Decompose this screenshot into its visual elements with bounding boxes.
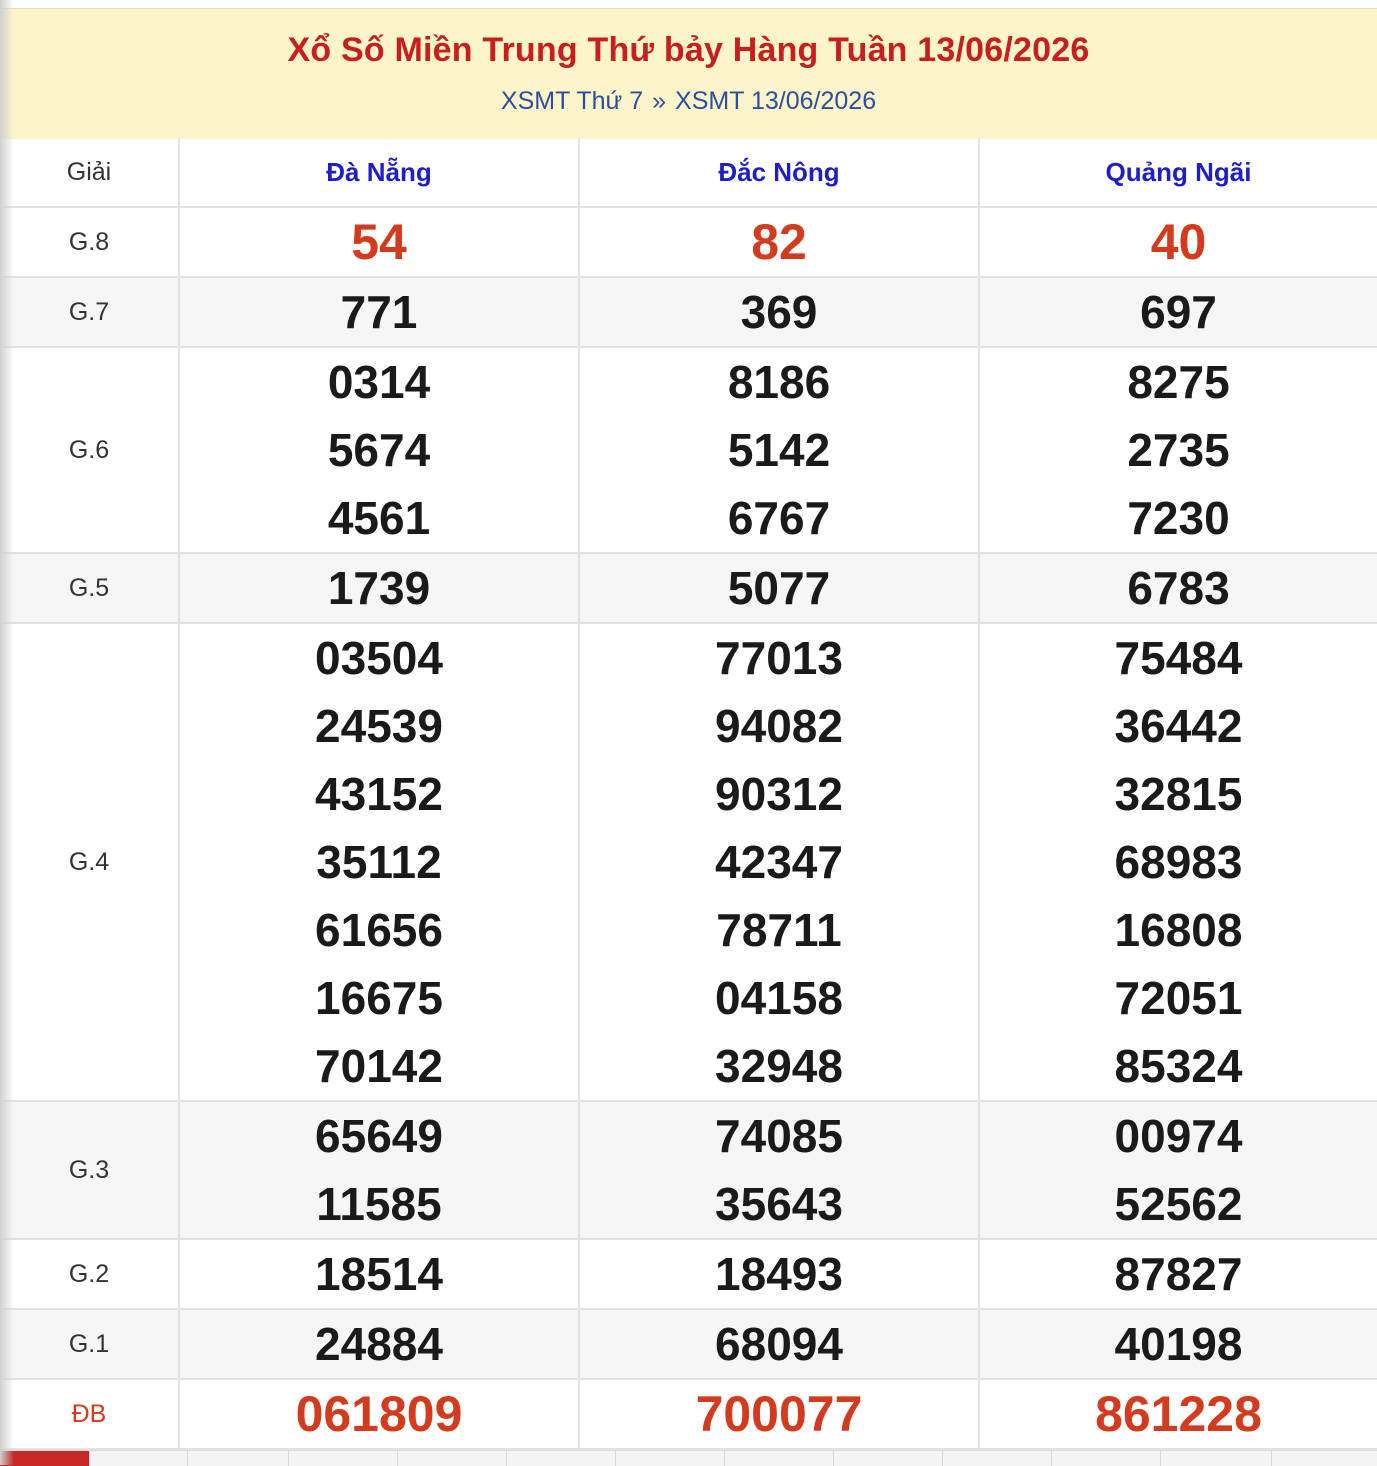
prize-cell	[579, 277, 979, 347]
page-title: Xổ Số Miền Trung Thứ bảy Hàng Tuần 13/06/2026	[287, 31, 1090, 69]
special-prize-number: 700077	[695, 1386, 863, 1442]
special-prize-number: 861228	[1095, 1386, 1262, 1442]
prize-number: 16808	[1114, 904, 1243, 956]
prize-number: 24884	[315, 1318, 443, 1370]
breadcrumb-link-weekday[interactable]: XSMT Thứ 7	[500, 87, 644, 115]
prize-row-g-7	[0, 277, 1377, 347]
prize-label: ĐB	[0, 1379, 179, 1449]
prize-cell	[179, 207, 579, 277]
tab[interactable]	[834, 1451, 943, 1466]
province-header-da-nang[interactable]: Đà Nẵng	[179, 138, 579, 207]
lottery-results-table	[0, 138, 1377, 1450]
prize-number: 6783	[1127, 562, 1230, 614]
prize-number: 61656	[315, 904, 443, 956]
prize-number: 5077	[727, 562, 831, 614]
breadcrumb	[0, 87, 1377, 116]
prize-number: 36442	[1114, 700, 1243, 752]
province-header-quang-ngai[interactable]: Quảng Ngãi	[979, 138, 1377, 207]
prize-cell	[179, 347, 579, 553]
prize-number: 94082	[715, 700, 843, 752]
prize-number: 6767	[727, 492, 831, 544]
prize-label: G.1	[0, 1309, 179, 1379]
prize-cell	[579, 1101, 979, 1239]
prize-number: 68983	[1114, 836, 1243, 888]
prize-cell	[979, 1309, 1377, 1379]
prize-row-g-5	[0, 553, 1377, 623]
prize-cell	[579, 1239, 979, 1309]
prize-cell	[979, 347, 1377, 553]
prize-cell	[579, 1309, 979, 1379]
prize-number: 697	[1140, 286, 1217, 338]
prize-cell	[579, 1379, 979, 1449]
prize-cell	[579, 623, 979, 1101]
prize-number: 369	[740, 286, 818, 338]
prize-cell	[979, 1379, 1377, 1449]
prize-cell	[179, 277, 579, 347]
prize-label: G.6	[0, 347, 179, 553]
prize-number: 72051	[1114, 972, 1243, 1024]
prize-label: G.2	[0, 1239, 179, 1309]
prize-number: 35112	[316, 836, 442, 888]
results-header	[0, 8, 1377, 139]
tab[interactable]	[507, 1451, 616, 1466]
prize-number: 75484	[1114, 632, 1243, 684]
prize-cell	[179, 1379, 579, 1449]
prize-number: 32948	[715, 1040, 843, 1092]
prize-label: G.3	[0, 1101, 179, 1239]
prize-number: 5142	[727, 424, 831, 476]
tab[interactable]	[1052, 1451, 1161, 1466]
prize-number: 4561	[327, 492, 431, 544]
prize-cell	[579, 207, 979, 277]
prize-cell	[979, 623, 1377, 1101]
prize-number: 68094	[715, 1318, 843, 1370]
prize-row-special	[0, 1379, 1377, 1449]
prize-row-g-1	[0, 1309, 1377, 1379]
prize-cell	[179, 1309, 579, 1379]
prize-number: 771	[340, 286, 418, 338]
special-prize-number: 061809	[295, 1386, 463, 1442]
prize-cell	[979, 207, 1377, 277]
prize-row-g-8	[0, 207, 1377, 277]
prize-number: 65649	[315, 1110, 443, 1162]
prize-cell	[979, 1239, 1377, 1309]
tab[interactable]	[289, 1451, 398, 1466]
prize-number: 42347	[715, 836, 843, 888]
tab[interactable]	[90, 1451, 188, 1466]
prize-label: G.4	[0, 623, 179, 1101]
prize-number: 32815	[1114, 768, 1243, 820]
prize-number: 7230	[1127, 492, 1230, 544]
prize-cell	[179, 553, 579, 623]
prize-number: 82	[751, 214, 807, 270]
province-header-row	[0, 138, 1377, 207]
tab[interactable]	[725, 1451, 834, 1466]
prize-row-g-6	[0, 347, 1377, 553]
prize-cell	[179, 623, 579, 1101]
prize-number: 1739	[327, 562, 431, 614]
prize-number: 18493	[715, 1248, 843, 1300]
prize-number: 24539	[315, 700, 443, 752]
prize-number: 18514	[315, 1248, 443, 1300]
prize-number: 40	[1150, 214, 1207, 270]
tab[interactable]	[398, 1451, 507, 1466]
province-header-dac-nong[interactable]: Đắc Nông	[579, 138, 979, 207]
prize-number: 77013	[715, 632, 843, 684]
prize-number: 85324	[1114, 1040, 1243, 1092]
prize-number: 87827	[1114, 1248, 1243, 1300]
prize-number: 90312	[715, 768, 843, 820]
prize-number: 54	[351, 214, 407, 270]
prize-cell	[179, 1101, 579, 1239]
prize-number: 00974	[1114, 1110, 1243, 1162]
prize-label: G.7	[0, 277, 179, 347]
prize-number: 40198	[1114, 1318, 1243, 1370]
prize-number: 8275	[1127, 356, 1230, 408]
prize-number: 8186	[727, 356, 831, 408]
prize-number: 43152	[315, 768, 443, 820]
tab[interactable]	[616, 1451, 725, 1466]
prize-number: 03504	[315, 632, 443, 684]
tab[interactable]	[943, 1451, 1052, 1466]
breadcrumb-link-date[interactable]: XSMT 13/06/2026	[675, 87, 877, 115]
prize-number: 74085	[715, 1110, 843, 1162]
prize-number: 5674	[327, 424, 431, 476]
prize-number: 70142	[315, 1040, 443, 1092]
prize-row-g-2	[0, 1239, 1377, 1309]
prize-row-g-4	[0, 623, 1377, 1101]
prize-cell	[579, 347, 979, 553]
prize-cell	[979, 553, 1377, 623]
prize-number: 2735	[1127, 424, 1230, 476]
prize-number: 35643	[715, 1178, 843, 1230]
prize-number: 04158	[715, 972, 843, 1024]
prize-cell	[179, 1239, 579, 1309]
results-body	[0, 207, 1377, 1449]
prize-cell	[979, 1101, 1377, 1239]
prize-number: 0314	[327, 356, 431, 408]
breadcrumb-separator: »	[652, 87, 667, 115]
prize-label: G.5	[0, 553, 179, 623]
prize-row-g-3	[0, 1101, 1377, 1239]
prize-column-header: Giải	[0, 138, 179, 207]
prize-number: 16675	[315, 972, 443, 1024]
prize-label: G.8	[0, 207, 179, 277]
prize-number: 52562	[1114, 1178, 1243, 1230]
prize-number: 11585	[316, 1178, 442, 1230]
prize-number: 78711	[716, 904, 842, 956]
prize-cell	[579, 553, 979, 623]
tab[interactable]	[1161, 1451, 1272, 1466]
tab[interactable]	[188, 1451, 289, 1466]
tab-active[interactable]	[0, 1451, 90, 1466]
prize-cell	[979, 277, 1377, 347]
bottom-tab-bar	[0, 1450, 1377, 1466]
